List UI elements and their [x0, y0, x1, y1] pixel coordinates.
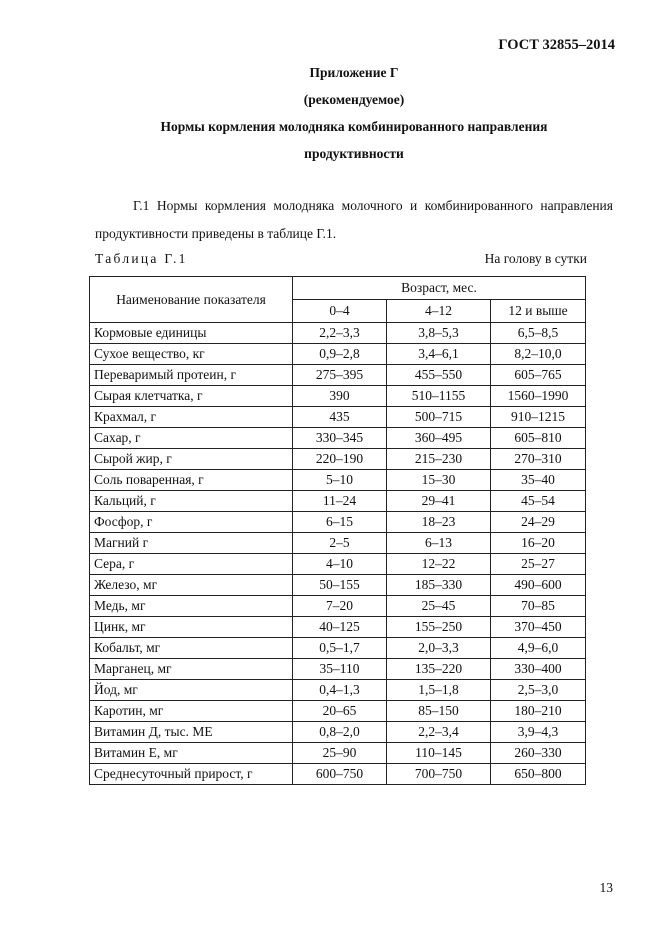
row-indicator-name: Кобальт, мг	[90, 638, 293, 659]
row-indicator-name: Сырой жир, г	[90, 449, 293, 470]
table-caption	[95, 251, 587, 267]
table-row	[90, 575, 586, 596]
row-indicator-name: Сахар, г	[90, 428, 293, 449]
appendix-status: (рекомендуемое)	[303, 92, 405, 107]
table-row	[90, 344, 586, 365]
row-value-cell: 7–20	[293, 596, 387, 617]
row-value-cell: 220–190	[293, 449, 387, 470]
row-value-cell: 490–600	[491, 575, 586, 596]
table-row	[90, 386, 586, 407]
table-row	[90, 554, 586, 575]
table-row	[90, 365, 586, 386]
row-value-cell: 0,4–1,3	[293, 680, 387, 701]
row-value-cell: 35–110	[293, 659, 387, 680]
row-value-cell: 0,8–2,0	[293, 722, 387, 743]
row-indicator-name: Среднесуточный прирост, г	[90, 764, 293, 785]
row-value-cell: 370–450	[491, 617, 586, 638]
row-value-cell: 35–40	[491, 470, 586, 491]
row-value-cell: 110–145	[387, 743, 491, 764]
row-value-cell: 500–715	[387, 407, 491, 428]
intro-paragraph	[95, 192, 613, 248]
row-value-cell: 5–10	[293, 470, 387, 491]
table-row	[90, 449, 586, 470]
row-value-cell: 330–345	[293, 428, 387, 449]
row-value-cell: 360–495	[387, 428, 491, 449]
row-indicator-name: Переваримый протеин, г	[90, 365, 293, 386]
row-indicator-name: Сухое вещество, кг	[90, 344, 293, 365]
row-value-cell: 510–1155	[387, 386, 491, 407]
appendix-title-block	[90, 64, 618, 172]
page-number: 13	[599, 880, 613, 895]
row-indicator-name: Цинк, мг	[90, 617, 293, 638]
table-row	[90, 491, 586, 512]
table-caption-unit: На голову в сутки	[484, 251, 587, 266]
row-value-cell: 1560–1990	[491, 386, 586, 407]
row-value-cell: 40–125	[293, 617, 387, 638]
row-value-cell: 18–23	[387, 512, 491, 533]
row-value-cell: 3,8–5,3	[387, 323, 491, 344]
row-indicator-name: Витамин Д, тыс. МЕ	[90, 722, 293, 743]
intro-paragraph-text: Г.1 Нормы кормления молодняка молочного и комбинированного направления продуктивности приведены в таблице Г.1.	[95, 198, 613, 241]
row-indicator-name: Железо, мг	[90, 575, 293, 596]
row-value-cell: 155–250	[387, 617, 491, 638]
table-row	[90, 764, 586, 785]
row-value-cell: 24–29	[491, 512, 586, 533]
row-value-cell: 330–400	[491, 659, 586, 680]
column-header-age-0-4: 0–4	[293, 300, 387, 323]
table-row	[90, 722, 586, 743]
column-header-age-4-12: 4–12	[387, 300, 491, 323]
table-body	[90, 323, 586, 785]
row-value-cell: 700–750	[387, 764, 491, 785]
row-value-cell: 605–765	[491, 365, 586, 386]
column-header-age-12-plus: 12 и выше	[491, 300, 586, 323]
row-value-cell: 2,2–3,4	[387, 722, 491, 743]
row-value-cell: 0,5–1,7	[293, 638, 387, 659]
row-indicator-name: Фосфор, г	[90, 512, 293, 533]
row-value-cell: 1,5–1,8	[387, 680, 491, 701]
row-value-cell: 15–30	[387, 470, 491, 491]
table-row	[90, 533, 586, 554]
table-row	[90, 428, 586, 449]
table-row	[90, 659, 586, 680]
row-indicator-name: Кальций, г	[90, 491, 293, 512]
row-value-cell: 6–15	[293, 512, 387, 533]
row-value-cell: 4,9–6,0	[491, 638, 586, 659]
row-value-cell: 2,5–3,0	[491, 680, 586, 701]
row-value-cell: 180–210	[491, 701, 586, 722]
row-indicator-name: Магний г	[90, 533, 293, 554]
row-value-cell: 2,2–3,3	[293, 323, 387, 344]
feeding-norms-table	[89, 276, 586, 785]
row-value-cell: 2–5	[293, 533, 387, 554]
row-value-cell: 6–13	[387, 533, 491, 554]
appendix-heading-line-2: продуктивности	[304, 146, 404, 161]
table-row	[90, 638, 586, 659]
row-value-cell: 25–45	[387, 596, 491, 617]
row-value-cell: 45–54	[491, 491, 586, 512]
table-row	[90, 596, 586, 617]
row-value-cell: 12–22	[387, 554, 491, 575]
table-row	[90, 617, 586, 638]
row-value-cell: 135–220	[387, 659, 491, 680]
row-value-cell: 20–65	[293, 701, 387, 722]
row-indicator-name: Витамин Е, мг	[90, 743, 293, 764]
row-value-cell: 50–155	[293, 575, 387, 596]
row-indicator-name: Каротин, мг	[90, 701, 293, 722]
row-value-cell: 70–85	[491, 596, 586, 617]
row-value-cell: 390	[293, 386, 387, 407]
column-header-indicator: Наименование показателя	[90, 277, 293, 323]
row-value-cell: 25–90	[293, 743, 387, 764]
row-value-cell: 0,9–2,8	[293, 344, 387, 365]
row-indicator-name: Крахмал, г	[90, 407, 293, 428]
column-header-age: Возраст, мес.	[293, 277, 586, 300]
row-value-cell: 11–24	[293, 491, 387, 512]
row-indicator-name: Марганец, мг	[90, 659, 293, 680]
row-value-cell: 25–27	[491, 554, 586, 575]
table-row	[90, 470, 586, 491]
document-code: ГОСТ 32855–2014	[498, 37, 615, 53]
table-row	[90, 680, 586, 701]
row-value-cell: 215–230	[387, 449, 491, 470]
row-value-cell: 605–810	[491, 428, 586, 449]
row-value-cell: 650–800	[491, 764, 586, 785]
row-value-cell: 4–10	[293, 554, 387, 575]
table-row	[90, 701, 586, 722]
table-row	[90, 743, 586, 764]
row-indicator-name: Кормовые единицы	[90, 323, 293, 344]
row-value-cell: 185–330	[387, 575, 491, 596]
row-indicator-name: Йод, мг	[90, 680, 293, 701]
table-caption-label: Таблица Г.1	[95, 251, 188, 266]
row-indicator-name: Медь, мг	[90, 596, 293, 617]
row-value-cell: 3,9–4,3	[491, 722, 586, 743]
row-value-cell: 600–750	[293, 764, 387, 785]
row-value-cell: 455–550	[387, 365, 491, 386]
table-row	[90, 512, 586, 533]
row-value-cell: 6,5–8,5	[491, 323, 586, 344]
row-value-cell: 3,4–6,1	[387, 344, 491, 365]
row-value-cell: 85–150	[387, 701, 491, 722]
row-indicator-name: Сера, г	[90, 554, 293, 575]
appendix-heading-line-1: Нормы кормления молодняка комбинированного направления	[160, 119, 548, 134]
table-row	[90, 323, 586, 344]
row-value-cell: 275–395	[293, 365, 387, 386]
row-value-cell: 16–20	[491, 533, 586, 554]
table-row	[90, 407, 586, 428]
row-value-cell: 29–41	[387, 491, 491, 512]
row-value-cell: 435	[293, 407, 387, 428]
row-value-cell: 910–1215	[491, 407, 586, 428]
appendix-title: Приложение Г	[309, 65, 399, 80]
row-indicator-name: Соль поваренная, г	[90, 470, 293, 491]
row-indicator-name: Сырая клетчатка, г	[90, 386, 293, 407]
row-value-cell: 260–330	[491, 743, 586, 764]
row-value-cell: 8,2–10,0	[491, 344, 586, 365]
row-value-cell: 270–310	[491, 449, 586, 470]
row-value-cell: 2,0–3,3	[387, 638, 491, 659]
